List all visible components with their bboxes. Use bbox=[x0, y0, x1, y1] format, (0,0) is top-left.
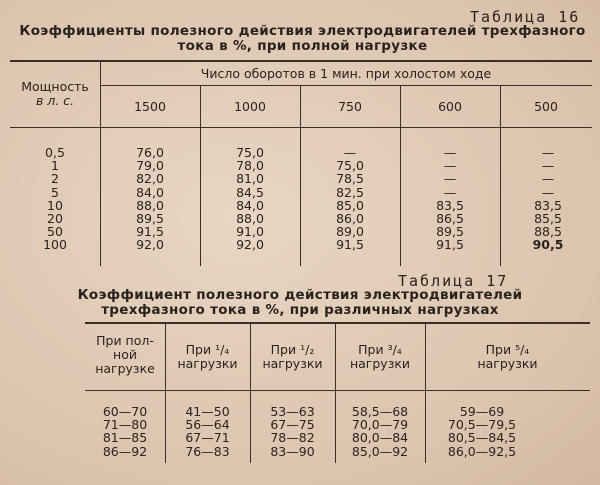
power-header-line1: Мощность bbox=[21, 79, 89, 94]
efficiency-cell: — bbox=[443, 171, 457, 187]
load-cell: 83—90 bbox=[270, 443, 315, 459]
efficiency-cell: 78,5 bbox=[336, 171, 364, 187]
speed-600: 600 bbox=[438, 99, 462, 114]
power-header-line2: в л. с. bbox=[35, 93, 75, 108]
efficiency-cell: 90,5 bbox=[532, 237, 564, 253]
table17-title-line1: Коэффициент полезного действия электродвигателей bbox=[77, 287, 523, 303]
efficiency-column-1500 bbox=[112, 146, 188, 252]
load-column-half bbox=[252, 405, 333, 458]
speed-1000: 1000 bbox=[234, 99, 266, 114]
load-cell: 67—75 bbox=[270, 417, 315, 433]
efficiency-cell: 83,5 bbox=[436, 197, 464, 213]
load-header-line: При пол- bbox=[96, 333, 154, 348]
efficiency-cell: 86,0 bbox=[336, 210, 364, 226]
efficiency-cell: 85,5 bbox=[534, 210, 562, 226]
load-header-half bbox=[250, 343, 335, 371]
efficiency-cell: — bbox=[541, 158, 555, 174]
efficiency-cell: — bbox=[443, 158, 457, 174]
efficiency-cell: 88,0 bbox=[136, 197, 164, 213]
load-header-line: нагрузки bbox=[177, 356, 238, 371]
table16-title-line2: тока в %, при полной нагрузке bbox=[177, 38, 428, 54]
load-cell: 76—83 bbox=[185, 443, 230, 459]
efficiency-cell: 88,5 bbox=[534, 224, 562, 240]
efficiency-cell: 88,0 bbox=[236, 210, 264, 226]
efficiency-cell: 92,0 bbox=[136, 237, 164, 253]
efficiency-cell: 89,5 bbox=[136, 210, 164, 226]
load-column-three-quarter bbox=[337, 405, 423, 458]
power-cell: 1 bbox=[51, 158, 59, 174]
load-header-three-quarter bbox=[335, 343, 425, 371]
load-header-line: При ¹/₄ bbox=[185, 342, 230, 357]
efficiency-column-600 bbox=[412, 146, 488, 252]
load-cell: 71—80 bbox=[102, 417, 148, 433]
efficiency-column-500 bbox=[510, 146, 586, 252]
speed-header: Число оборотов в 1 мин. при холостом ходе bbox=[200, 66, 492, 81]
load-cell: 85,0—92 bbox=[351, 443, 409, 459]
efficiency-cell: 91,5 bbox=[436, 237, 464, 253]
load-header-line: При ¹/₂ bbox=[270, 342, 315, 357]
load-cell: 56—64 bbox=[185, 417, 230, 433]
load-column-full bbox=[87, 405, 163, 458]
power-header bbox=[10, 80, 100, 108]
table17-header-rule bbox=[85, 390, 590, 391]
load-column-five-quarter bbox=[427, 405, 537, 458]
load-cell: 67—71 bbox=[185, 430, 230, 446]
efficiency-cell: 89,5 bbox=[436, 224, 464, 240]
efficiency-column-1000 bbox=[212, 146, 288, 252]
load-header-line: нагрузки bbox=[349, 356, 411, 371]
power-cell: 20 bbox=[47, 210, 63, 226]
efficiency-cell: 92,0 bbox=[236, 237, 264, 253]
power-cell: 50 bbox=[47, 224, 63, 240]
table16-header-rule bbox=[10, 127, 592, 128]
efficiency-cell: 91,0 bbox=[236, 224, 264, 240]
power-column bbox=[20, 146, 90, 252]
efficiency-cell: 76,0 bbox=[136, 145, 164, 160]
power-cell: 100 bbox=[43, 237, 67, 253]
load-cell: 58,5—68 bbox=[351, 404, 409, 419]
load-header-five-quarter bbox=[425, 343, 590, 371]
table17-top-rule bbox=[85, 322, 590, 324]
speed-1500: 1500 bbox=[134, 99, 166, 114]
load-header-quarter bbox=[165, 343, 250, 371]
table16-top-rule bbox=[10, 60, 592, 62]
table17-title-line2: трехфазного тока в %, при различных нагрузках bbox=[101, 302, 499, 318]
load-header-line: нагрузки bbox=[262, 356, 323, 371]
load-header-line: ной bbox=[113, 347, 137, 362]
load-cell: 81—85 bbox=[102, 430, 148, 446]
efficiency-cell: 85,0 bbox=[336, 197, 364, 213]
efficiency-cell: 89,0 bbox=[336, 224, 364, 240]
load-cell: 41—50 bbox=[185, 404, 230, 419]
table16-title-line1: Коэффициенты полезного действия электродвигателей трехфазного bbox=[19, 23, 586, 39]
load-cell: 80,5—84,5 bbox=[447, 430, 517, 446]
load-header-line: нагрузке bbox=[95, 361, 155, 376]
load-cell: 78—82 bbox=[270, 430, 315, 446]
table16-speed-rule bbox=[100, 85, 592, 86]
load-cell: 60—70 bbox=[102, 404, 148, 419]
power-cell: 0,5 bbox=[45, 145, 65, 160]
table16-title bbox=[15, 24, 590, 54]
efficiency-cell: 83,5 bbox=[534, 197, 562, 213]
load-cell: 70,5—79,5 bbox=[447, 417, 517, 433]
load-header-line: При ³/₄ bbox=[358, 342, 402, 357]
efficiency-cell: — bbox=[541, 145, 555, 160]
efficiency-cell: 75,0 bbox=[336, 158, 364, 174]
efficiency-column-750 bbox=[312, 146, 388, 252]
speed-500: 500 bbox=[534, 99, 558, 114]
table17-label: Таблица 17 bbox=[398, 272, 509, 290]
power-cell: 2 bbox=[51, 171, 59, 187]
load-column-quarter bbox=[167, 405, 248, 458]
power-cell: 10 bbox=[47, 197, 63, 213]
efficiency-cell: 75,0 bbox=[236, 145, 264, 160]
table16-vline-1 bbox=[100, 61, 101, 266]
efficiency-cell: 82,5 bbox=[336, 184, 364, 200]
load-header-line: При ⁵/₄ bbox=[485, 342, 530, 357]
efficiency-cell: — bbox=[443, 145, 457, 160]
power-cell: 5 bbox=[51, 184, 59, 200]
efficiency-cell: 91,5 bbox=[336, 237, 364, 253]
load-cell: 86—92 bbox=[102, 443, 148, 459]
load-cell: 59—69 bbox=[459, 404, 505, 419]
efficiency-cell: 79,0 bbox=[136, 158, 164, 174]
load-cell: 86,0—92,5 bbox=[447, 443, 517, 459]
efficiency-cell: — bbox=[541, 171, 555, 187]
efficiency-cell: 78,0 bbox=[236, 158, 264, 174]
efficiency-cell: 84,0 bbox=[136, 184, 164, 200]
efficiency-cell: 91,5 bbox=[136, 224, 164, 240]
table17-title bbox=[60, 288, 540, 318]
efficiency-cell: 84,0 bbox=[236, 197, 264, 213]
load-cell: 80,0—84 bbox=[351, 430, 409, 446]
efficiency-cell: 84,5 bbox=[236, 184, 264, 200]
efficiency-cell: — bbox=[343, 145, 357, 160]
load-cell: 53—63 bbox=[270, 404, 315, 419]
load-header-line: нагрузки bbox=[477, 356, 538, 371]
efficiency-cell: 82,0 bbox=[136, 171, 164, 187]
load-header-full bbox=[85, 334, 165, 376]
efficiency-cell: 86,5 bbox=[436, 210, 464, 226]
efficiency-cell: — bbox=[541, 184, 555, 200]
efficiency-cell: 81,0 bbox=[236, 171, 264, 187]
efficiency-cell: — bbox=[443, 184, 457, 200]
load-cell: 70,0—79 bbox=[351, 417, 409, 433]
speed-750: 750 bbox=[338, 99, 362, 114]
table16-label: Таблица 16 bbox=[470, 8, 581, 26]
